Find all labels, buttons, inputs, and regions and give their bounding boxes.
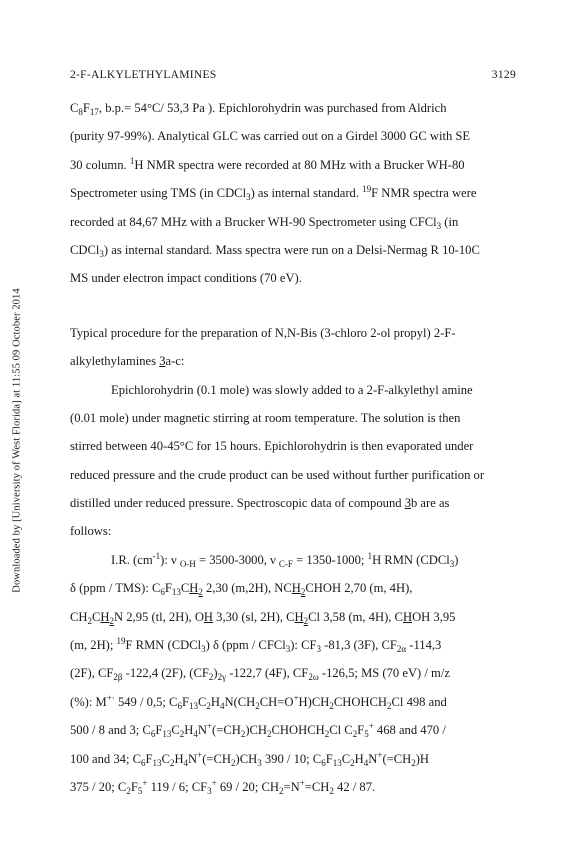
paragraph-spectra: [70, 546, 516, 802]
text-line: stirred between 40-45°C for 15 hours. Epichlorohydrin is then evaporated under: [70, 439, 474, 454]
text-line: MS under electron impact conditions (70 eV).: [70, 271, 302, 286]
text-line: alkylethylamines 3a-c:: [70, 354, 185, 369]
text-line: I.R. $(cm^{-1})$: ν $_{O-H}$ = 3500-3000, ν $_{C-F}$ = 1350-1000; $^1$H RMN (CDCl$_3$): [111, 550, 459, 569]
running-title: 2-F-ALKYLETHYLAMINES: [70, 69, 217, 81]
page-body: [70, 94, 516, 801]
paragraph-procedure: [70, 376, 516, 546]
text-line: follows:: [70, 524, 112, 539]
running-header: [70, 69, 516, 81]
paragraph-instruments: [70, 94, 516, 293]
text-line: $CH_2CH_2N$ 2,95 (tl, 2H), OH 3,30 (sl, 2H), $CH_2Cl$ 3,58 (m, 4H), CHOH 3,95: [70, 609, 456, 626]
paragraph-procedure-heading: [70, 319, 516, 376]
text-line: (m, 2H); $^{19}$F RMN (CDCl$_3$) δ (ppm / CFCl$_3$): $CF_3$ -81,3 (3F), $CF_{2\alpha}$ -114,3: [70, 636, 442, 655]
text-line: recorded at 84,67 MHz with a Brucker WH-90 Spectrometer using CFCl$_3$ (in: [70, 214, 459, 231]
text-line: distilled under reduced pressure. Spectroscopic data of compound 3b are as: [70, 496, 450, 511]
text-line: (2F), $CF_{2\beta}$ -122,4 (2F), $(CF_2)_{2\gamma}$ -122,7 (4F), $CF_{2\omega}$ -126,5; MS (70 eV) / m/z: [70, 666, 450, 683]
download-notice: Downloaded by [University of West Florida] at 11:55 09 October 2014: [11, 287, 23, 593]
text-line: (0.01 mole) under magnetic stirring at room temperature. The solution is then: [70, 410, 461, 425]
text-line: Spectrometer using TMS (in CDCl$_3$) as internal standard. $^{19}$F NMR spectra were: [70, 184, 477, 203]
text-line: (purity 97-99%). Analytical GLC was carried out on a Girdel 3000 GC with SE: [70, 129, 471, 144]
text-line: (%): M+· 549 / 0,5; $C_6F_{13}C_2H_4N(CH_2CH=O^+H)CH_2CHOHCH_2Cl$ 498 and: [70, 692, 447, 711]
text-line: reduced pressure and the crude product can be used without further purification or: [70, 467, 485, 482]
text-line: 500 / 8 and 3; $C_6F_{13}C_2H_4N^+(=CH_2)CH_2CHOHCH_2Cl$ $C_2F_5^+$ 468 and 470 /: [70, 721, 446, 740]
text-line: $C_8F_{17}$, b.p.= 54°C/ 53,3 Pa ). Epichlorohydrin was purchased from Aldrich: [70, 101, 447, 117]
text-line: Epichlorohydrin (0.1 mole) was slowly added to a 2-F-alkylethyl amine: [111, 382, 473, 397]
download-watermark: [6, 240, 28, 640]
text-line: δ (ppm / TMS): $C_6F_{13}CH_2$ 2,30 (m,2H), $NCH_2CHOH$ 2,70 (m, 4H),: [70, 581, 413, 598]
text-line: 375 / 20; $C_2F_5^+$ 119 / 6; $CF_3^+$ 69 / 20; $CH_2=N^+=CH_2$ 42 / 87.: [70, 777, 376, 796]
text-line: CDCl$_3$) as internal standard. Mass spectra were run on a Delsi-Nermag R 10-10C: [70, 242, 480, 259]
paragraph-gap: [70, 293, 516, 319]
page-number: 3129: [491, 69, 516, 81]
text-line: 30 column. $^1$H NMR spectra were recorded at 80 MHz with a Brucker WH-80: [70, 155, 465, 172]
text-line: 100 and 34; $C_6F_{13}C_2H_4N^+(=CH_2)CH_3$ 390 / 10; $C_6F_{13}C_2H_4N^+(=CH_2)H$: [70, 749, 430, 768]
text-line: Typical procedure for the preparation of N,N-Bis (3-chloro 2-ol propyl) 2-F-: [70, 325, 456, 340]
